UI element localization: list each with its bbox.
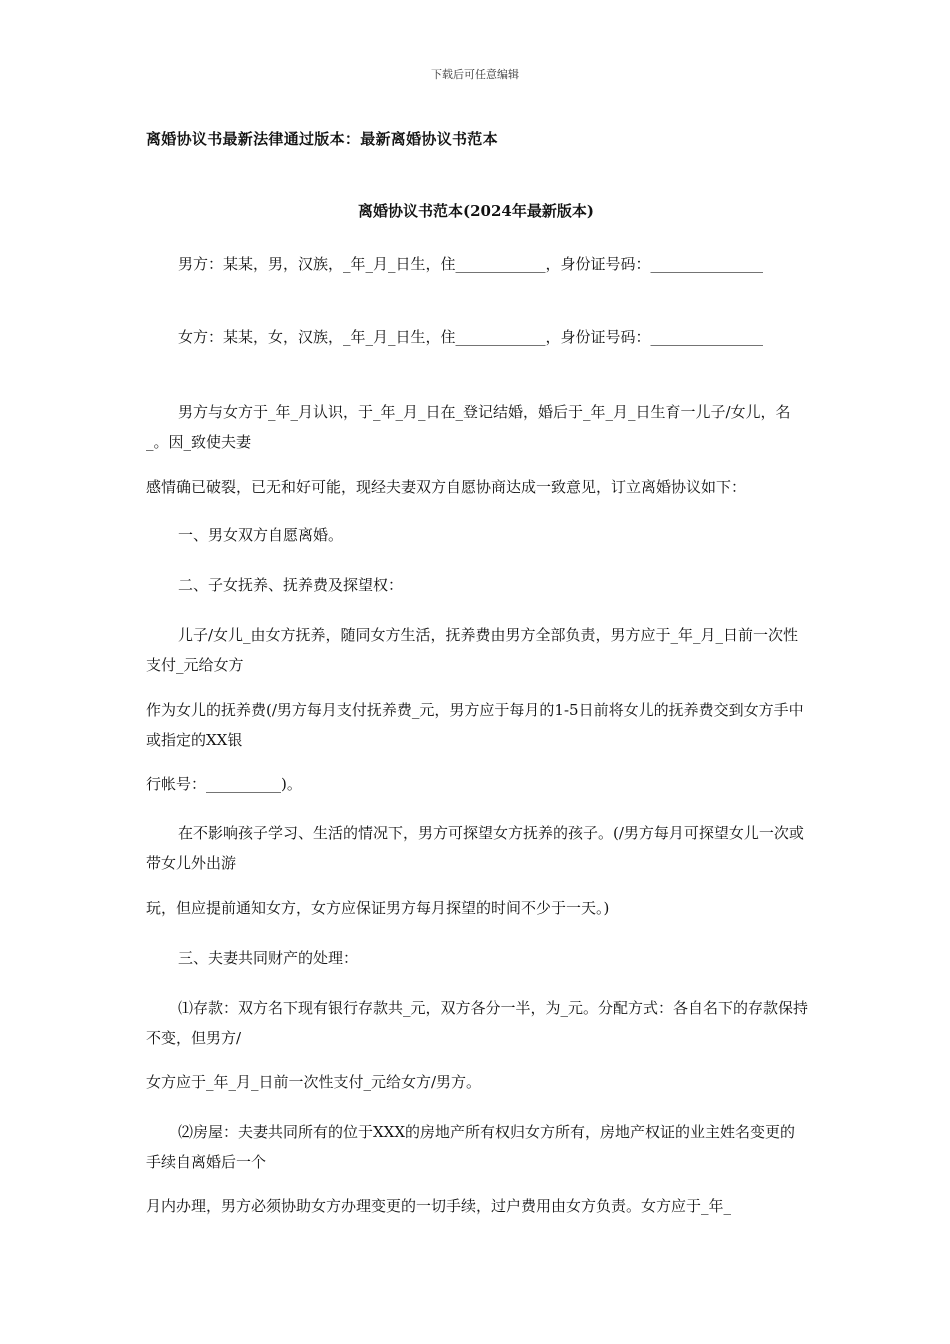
paragraph-clause-2-heading: 二、子女抚养、抚养费及探望权： (178, 576, 404, 594)
paragraph-clause-1: 一、男女双方自愿离婚。 (178, 526, 344, 544)
paragraph-deposits-cont: 女方应于_年_月_日前一次性支付_元给女方/男方。 (146, 1073, 482, 1091)
paragraph-male-party: 男方：某某，男，汉族，_年_月_日生，住____________，身份证号码：_______________ (178, 255, 764, 273)
paragraph-house-cont: 月内办理，男方必须协助女方办理变更的一切手续，过户费用由女方负责。女方应于_年_ (146, 1197, 732, 1215)
paragraph-house: ⑵房屋：夫妻共同所有的位于XXX的房地产所有权归女方所有，房地产权证的业主姓名变更的手续自离婚后一个 (146, 1123, 796, 1171)
paragraph-marriage-info: 男方与女方于_年_月认识，于_年_月_日在_登记结婚，婚后于_年_月_日生育一儿子/女儿，名_。因_致使夫妻 (146, 403, 791, 451)
header-note: 下载后可任意编辑 (431, 68, 519, 81)
paragraph-child-custody: 儿子/女儿_由女方抚养，随同女方生活，抚养费由男方全部负责，男方应于_年_月_日前一次性支付_元给女方 (146, 626, 799, 674)
paragraph-visitation: 在不影响孩子学习、生活的情况下，男方可探望女方抚养的孩子。(/男方每月可探望女儿一次或带女儿外出游 (146, 824, 804, 872)
paragraph-clause-3-heading: 三、夫妻共同财产的处理： (178, 949, 359, 967)
paragraph-child-support: 作为女儿的抚养费(/男方每月支付抚养费_元，男方应于每月的1-5日前将女儿的抚养费交到女方手中或指定的XX银 (146, 701, 804, 749)
document-title: 离婚协议书最新法律通过版本：最新离婚协议书范本 (146, 130, 498, 148)
paragraph-bank-account: 行帐号：__________)。 (146, 775, 302, 793)
paragraph-agreement-intro: 感情确已破裂，已无和好可能，现经夫妻双方自愿协商达成一致意见，订立离婚协议如下： (146, 478, 747, 496)
paragraph-deposits: ⑴存款：双方名下现有银行存款共_元，双方各分一半，为_元。分配方式：各自名下的存款保持不变，但男方/ (146, 999, 809, 1047)
document-subtitle: 离婚协议书范本(2024年最新版本) (358, 202, 594, 220)
paragraph-female-party: 女方：某某，女，汉族，_年_月_日生，住____________，身份证号码：_______________ (178, 328, 764, 346)
paragraph-visitation-cont: 玩，但应提前通知女方，女方应保证男方每月探望的时间不少于一天。) (146, 899, 610, 917)
